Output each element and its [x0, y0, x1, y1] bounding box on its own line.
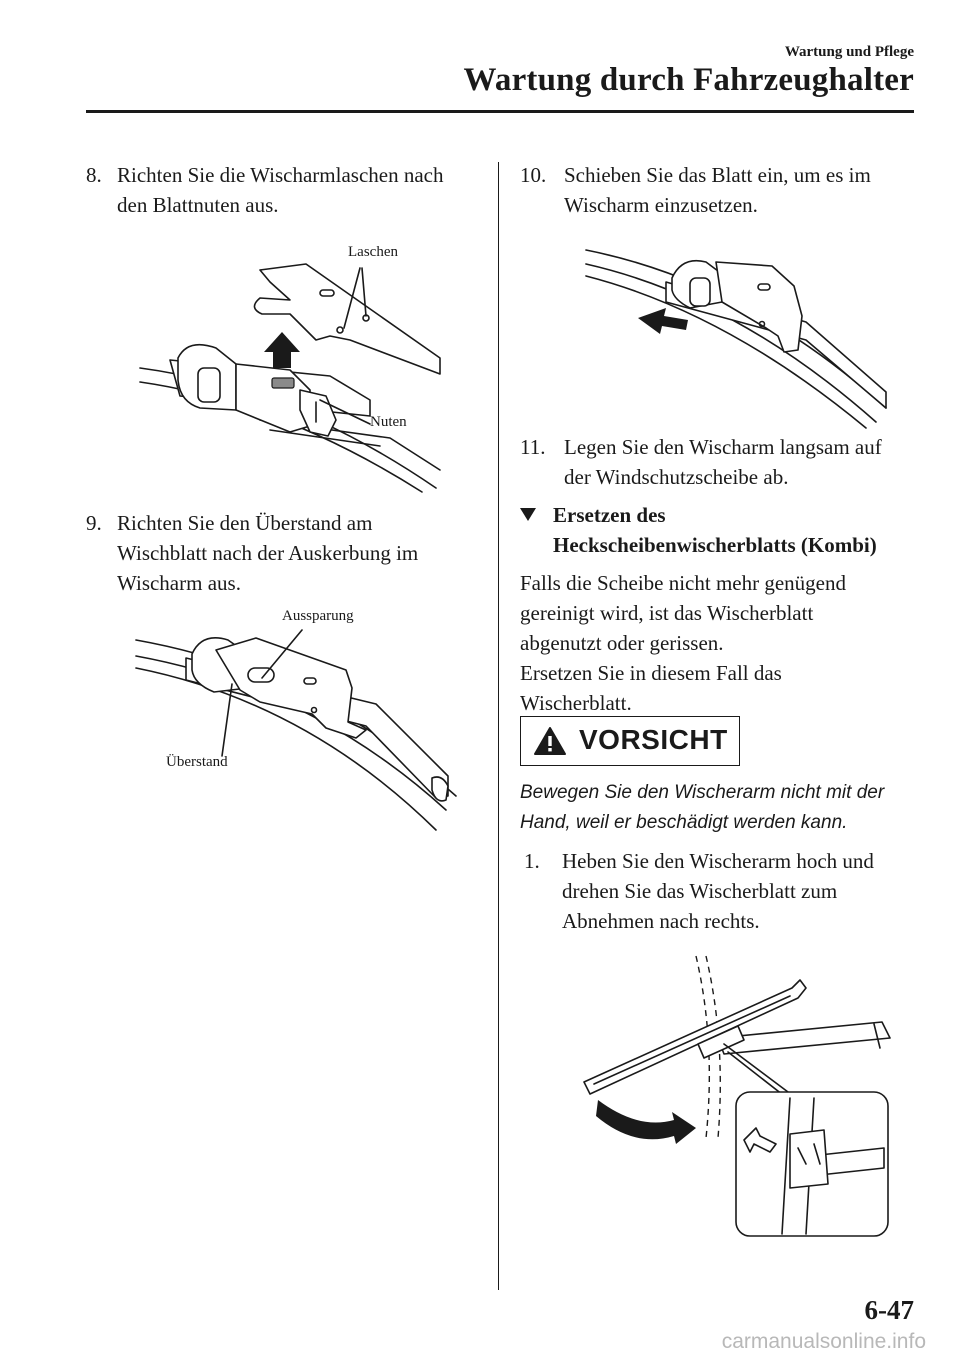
para-line-5: Wischerblatt.: [520, 691, 632, 715]
figure-align-projection: [136, 620, 456, 834]
paragraph-replace-blade: [520, 568, 920, 718]
section-rear-wiper: [520, 500, 920, 562]
page-number: 6-47: [864, 1295, 914, 1325]
figure-insert-blade: [586, 242, 890, 428]
step-10-line-1: Schieben Sie das Blatt ein, um es im: [564, 163, 871, 187]
step-8-number: 8.: [86, 163, 102, 187]
figure-remove-rear-blade: [578, 952, 894, 1238]
running-header-chapter: Wartung durch Fahrzeughalter: [463, 62, 914, 98]
step-11-line-1: Legen Sie den Wischarm langsam auf: [564, 435, 882, 459]
step-8-line-2: den Blattnuten aus.: [117, 193, 279, 217]
para-line-4: Ersetzen Sie in diesem Fall das: [520, 661, 782, 685]
figure-align-tabs: [140, 240, 440, 492]
column-divider: [498, 162, 499, 1290]
step-9-number: 9.: [86, 511, 102, 535]
fig8-label-nuten: Nuten: [370, 414, 407, 430]
step-9-line-1: Richten Sie den Überstand am: [117, 511, 373, 535]
caution-word: VORSICHT: [579, 724, 728, 755]
step-11-number: 11.: [520, 435, 546, 459]
running-header-section: Wartung und Pflege: [784, 44, 914, 60]
caution-box: [520, 716, 740, 766]
fig8-label-laschen: Laschen: [348, 244, 398, 260]
step-1: [520, 846, 920, 938]
section-title-line-1: Ersetzen des: [553, 503, 666, 527]
step-10-number: 10.: [520, 163, 547, 187]
step-9: [86, 508, 486, 600]
para-line-3: abgenutzt oder gerissen.: [520, 631, 724, 655]
section-title-line-2: Heckscheibenwischerblatts (Kombi): [553, 533, 877, 557]
para-line-1: Falls die Scheibe nicht mehr genügend: [520, 571, 847, 595]
caution-text-line-2: Hand, weil er beschädigt werden kann.: [520, 812, 848, 833]
step-11-line-2: der Windschutzscheibe ab.: [564, 465, 789, 489]
caution-text: [520, 778, 920, 838]
fig9-label-ueberstand: Überstand: [166, 754, 228, 770]
step-9-line-2: Wischblatt nach der Auskerbung im: [117, 541, 419, 565]
section-triangle-icon: [520, 508, 536, 521]
step-1-line-2: drehen Sie das Wischerblatt zum: [562, 879, 838, 903]
step-10-line-2: Wischarm einzusetzen.: [564, 193, 758, 217]
step-1-line-1: Heben Sie den Wischerarm hoch und: [562, 849, 874, 873]
step-10: [520, 160, 920, 222]
step-11: [520, 432, 920, 494]
step-1-line-3: Abnehmen nach rechts.: [562, 909, 760, 933]
fig9-label-aussparung: Aussparung: [282, 608, 354, 624]
warning-triangle-icon: [533, 726, 567, 756]
step-1-number: 1.: [524, 849, 540, 873]
caution-text-line-1: Bewegen Sie den Wischerarm nicht mit der: [520, 782, 885, 803]
para-line-2: gereinigt wird, ist das Wischerblatt: [520, 601, 814, 625]
header-rule: [86, 110, 914, 113]
step-9-line-3: Wischarm aus.: [117, 571, 241, 595]
step-8: [86, 160, 486, 222]
step-8-line-1: Richten Sie die Wischarmlaschen nach: [117, 163, 444, 187]
watermark: carmanualsonline.info: [721, 1330, 926, 1353]
